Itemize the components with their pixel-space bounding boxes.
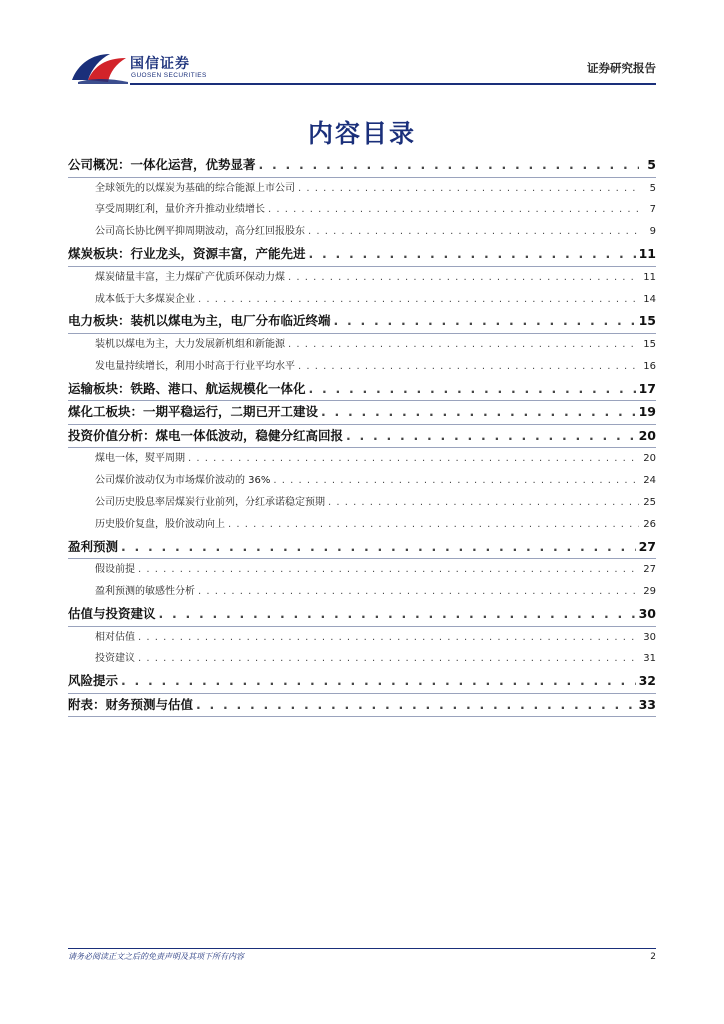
- toc-dot-leader: [138, 627, 639, 649]
- toc-section-entry[interactable]: [68, 378, 656, 402]
- toc-entry-label: 煤炭板块：行业龙头，资源丰富，产能先进: [68, 246, 306, 262]
- footer-divider: [68, 948, 656, 949]
- toc-dot-leader: [121, 536, 636, 559]
- toc-dot-leader: [121, 670, 636, 693]
- toc-dot-leader: [309, 243, 636, 266]
- toc-entry-label: 投资建议: [95, 653, 135, 665]
- toc-dot-leader: [288, 267, 639, 289]
- toc-entry-page: 27: [643, 564, 656, 576]
- toc-dot-leader: [298, 356, 639, 378]
- toc-dot-leader: [198, 581, 639, 603]
- toc-dot-leader: [259, 154, 639, 177]
- table-of-contents: [68, 154, 656, 717]
- toc-entry-label: 公司历史股息率居煤炭行业前列，分红承诺稳定预期: [95, 497, 325, 509]
- toc-entry-label: 电力板块：装机以煤电为主，电厂分布临近终端: [68, 313, 331, 329]
- toc-entry-page: 5: [647, 157, 656, 172]
- toc-entry-page: 9: [649, 226, 656, 238]
- toc-subsection-entry[interactable]: [68, 559, 656, 581]
- toc-entry-page: 11: [638, 246, 656, 262]
- toc-section-entry[interactable]: [68, 603, 656, 627]
- toc-entry-page: 5: [649, 182, 656, 194]
- toc-subsection-entry[interactable]: [68, 448, 656, 470]
- toc-subsection-entry[interactable]: [68, 470, 656, 492]
- toc-entry-label: 发电量持续增长，利用小时高于行业平均水平: [95, 360, 295, 372]
- report-type-label: 证券研究报告: [587, 61, 656, 75]
- toc-dot-leader: [198, 289, 639, 311]
- toc-entry-page: 15: [638, 313, 656, 329]
- disclaimer-note: 请务必阅读正文之后的免责声明及其项下所有内容: [68, 952, 244, 961]
- toc-dot-leader: [268, 199, 639, 221]
- toc-entry-page: 29: [643, 586, 656, 598]
- toc-entry-label: 附表：财务预测与估值: [68, 696, 194, 712]
- toc-entry-page: 7: [649, 204, 656, 216]
- toc-entry-label: 全球领先的以煤炭为基础的综合能源上市公司: [95, 182, 295, 194]
- toc-entry-label: 公司概况：一体化运营，优势显著: [68, 157, 256, 172]
- toc-entry-page: 11: [643, 271, 656, 283]
- toc-dot-leader: [309, 378, 636, 401]
- toc-subsection-entry[interactable]: [68, 178, 656, 200]
- toc-entry-page: 25: [643, 497, 656, 509]
- toc-subsection-entry[interactable]: [68, 267, 656, 289]
- toc-subsection-entry[interactable]: [68, 356, 656, 378]
- toc-dot-leader: [288, 334, 639, 356]
- toc-dot-leader: [196, 694, 636, 717]
- toc-subsection-entry[interactable]: [68, 627, 656, 649]
- toc-entry-label: 相对估值: [95, 631, 135, 643]
- logo-text: 国信证券: [130, 56, 190, 72]
- toc-subsection-entry[interactable]: [68, 199, 656, 221]
- toc-entry-label: 公司高长协比例平抑周期波动，高分红回报股东: [95, 226, 305, 238]
- toc-section-entry[interactable]: [68, 310, 656, 334]
- toc-dot-leader: [346, 425, 636, 448]
- header-divider: [130, 83, 656, 85]
- toc-entry-label: 盈利预测: [68, 538, 119, 554]
- toc-subsection-entry[interactable]: [68, 221, 656, 243]
- toc-entry-label: 运输板块：铁路、港口、航运规模化一体化: [68, 380, 306, 396]
- toc-entry-page: 33: [638, 696, 656, 712]
- toc-entry-label: 历史股价复盘，股价波动向上: [95, 518, 225, 530]
- toc-entry-page: 14: [643, 293, 656, 305]
- toc-section-entry[interactable]: [68, 694, 656, 718]
- toc-entry-page: 17: [638, 380, 656, 396]
- toc-entry-label: 成本低于大多煤炭企业: [95, 293, 195, 305]
- toc-section-entry[interactable]: [68, 243, 656, 267]
- page-title: 内容目录: [307, 119, 416, 148]
- toc-entry-label: 煤炭储量丰富，主力煤矿产优质环保动力煤: [95, 271, 285, 283]
- toc-section-entry[interactable]: [68, 425, 656, 449]
- toc-dot-leader: [298, 178, 639, 200]
- toc-subsection-entry[interactable]: [68, 492, 656, 514]
- toc-entry-page: 16: [643, 360, 656, 372]
- toc-entry-page: 19: [638, 404, 656, 420]
- toc-entry-page: 15: [643, 338, 656, 350]
- page-header: [0, 0, 724, 84]
- toc-entry-page: 30: [638, 606, 656, 622]
- toc-section-entry[interactable]: [68, 154, 656, 178]
- toc-entry-page: 26: [643, 518, 656, 530]
- toc-entry-page: 31: [643, 653, 656, 665]
- toc-subsection-entry[interactable]: [68, 334, 656, 356]
- toc-entry-label: 投资价值分析：煤电一体低波动，稳健分红高回报: [68, 427, 344, 443]
- toc-subsection-entry[interactable]: [68, 648, 656, 670]
- page-number: 2: [650, 952, 656, 962]
- toc-subsection-entry[interactable]: [68, 581, 656, 603]
- toc-entry-page: 20: [643, 453, 656, 465]
- toc-dot-leader: [308, 221, 639, 243]
- toc-section-entry[interactable]: [68, 401, 656, 425]
- toc-entry-label: 估值与投资建议: [68, 606, 156, 622]
- toc-entry-label: 装机以煤电为主，大力发展新机组和新能源: [95, 338, 285, 350]
- toc-entry-label: 煤化工板块：一期平稳运行，二期已开工建设: [68, 404, 319, 420]
- toc-subsection-entry[interactable]: [68, 289, 656, 311]
- toc-section-entry[interactable]: [68, 670, 656, 694]
- toc-entry-label: 假设前提: [95, 564, 135, 576]
- toc-entry-page: 30: [643, 631, 656, 643]
- toc-entry-label: 煤电一体，熨平周期: [95, 453, 185, 465]
- toc-dot-leader: [334, 310, 636, 333]
- toc-entry-page: 20: [638, 427, 656, 443]
- guosen-logo-icon: [70, 50, 130, 86]
- toc-dot-leader: [321, 401, 636, 424]
- toc-entry-page: 24: [643, 475, 656, 487]
- logo-subtext: GUOSEN SECURITIES: [131, 72, 207, 79]
- toc-dot-leader: [138, 559, 639, 581]
- toc-entry-label: 公司煤价波动仅为市场煤价波动的 36%: [95, 475, 271, 487]
- toc-dot-leader: [138, 648, 639, 670]
- toc-section-entry[interactable]: [68, 536, 656, 560]
- toc-entry-label: 风险提示: [68, 673, 119, 689]
- toc-dot-leader: [159, 603, 636, 626]
- toc-entry-label: 盈利预测的敏感性分析: [95, 586, 195, 598]
- toc-entry-page: 27: [638, 538, 656, 554]
- toc-dot-leader: [273, 470, 639, 492]
- toc-entry-label: 享受周期红利，量价齐升推动业绩增长: [95, 204, 265, 216]
- toc-entry-page: 32: [638, 673, 656, 689]
- toc-dot-leader: [188, 448, 639, 470]
- toc-subsection-entry[interactable]: [68, 514, 656, 536]
- toc-dot-leader: [328, 492, 639, 514]
- toc-dot-leader: [228, 514, 639, 536]
